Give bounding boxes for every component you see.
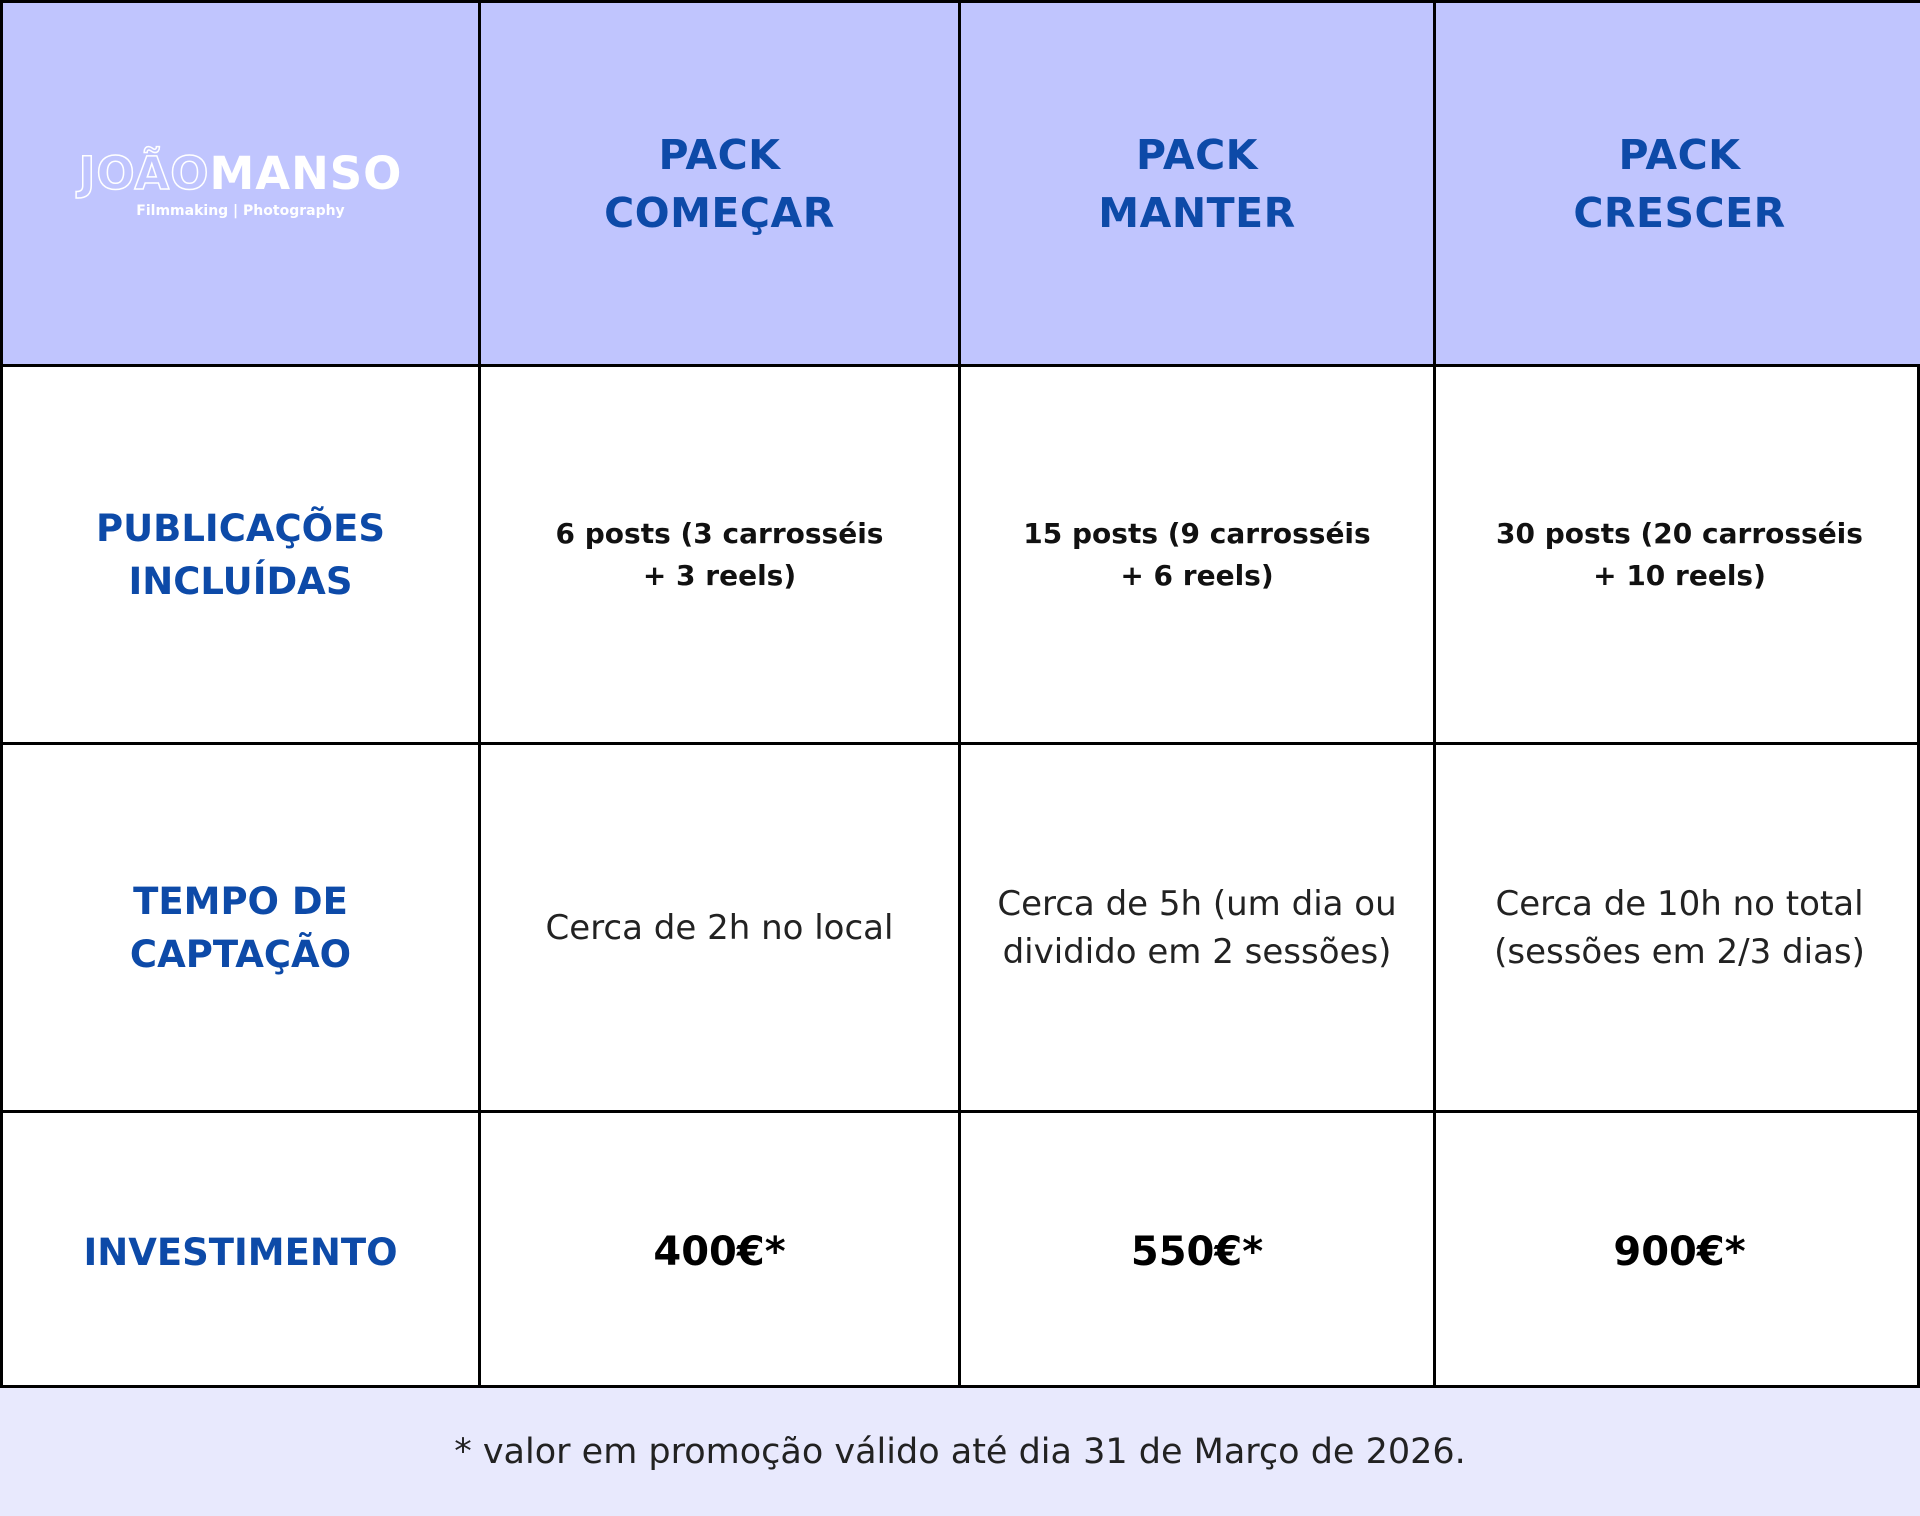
price-value: 900€* bbox=[1613, 1229, 1746, 1275]
pack-header-comecar bbox=[481, 3, 961, 367]
price-cell-manter bbox=[961, 1113, 1436, 1391]
logo-tagline: Filmmaking | Photography bbox=[136, 202, 345, 219]
posts-cell-crescer: 30 posts (20 carrosséis + 10 reels) bbox=[1436, 367, 1920, 745]
logo-name-last: MANSO bbox=[209, 146, 403, 200]
pack-title-line2: CRESCER bbox=[1573, 188, 1786, 237]
row-label-investimento: INVESTIMENTO bbox=[3, 1113, 481, 1391]
promo-footnote: * valor em promoção válido até dia 31 de Março de 2026. bbox=[454, 1432, 1466, 1472]
logo-cell bbox=[3, 3, 481, 367]
pack-title-line1: PACK bbox=[1136, 130, 1258, 179]
time-cell-manter: Cerca de 5h (um dia ou dividido em 2 sessões) bbox=[961, 745, 1436, 1113]
row-label-tempo: TEMPO DE CAPTAÇÃO bbox=[3, 745, 481, 1113]
posts-cell-comecar: 6 posts (3 carrosséis + 3 reels) bbox=[481, 367, 961, 745]
posts-cell-manter: 15 posts (9 carrosséis + 6 reels) bbox=[961, 367, 1436, 745]
logo-name-first: JOÃO bbox=[78, 146, 210, 200]
pack-title-line1: PACK bbox=[1618, 130, 1741, 179]
price-value: 400€* bbox=[653, 1229, 786, 1275]
time-cell-crescer: Cerca de 10h no total (sessões em 2/3 dias) bbox=[1436, 745, 1920, 1113]
brand-logo bbox=[78, 146, 403, 219]
pack-header-crescer bbox=[1436, 3, 1920, 367]
pack-header-manter bbox=[961, 3, 1436, 367]
price-cell-crescer bbox=[1436, 1113, 1920, 1391]
time-cell-comecar: Cerca de 2h no local bbox=[481, 745, 961, 1113]
row-label-publicacoes: PUBLICAÇÕES INCLUÍDAS bbox=[3, 367, 481, 745]
price-value: 550€* bbox=[1130, 1229, 1264, 1275]
price-cell-comecar bbox=[481, 1113, 961, 1391]
footer-bar bbox=[0, 1388, 1920, 1516]
pack-title-line2: MANTER bbox=[1098, 188, 1296, 237]
pack-title-line2: COMEÇAR bbox=[604, 188, 835, 237]
pack-title-line1: PACK bbox=[658, 130, 781, 179]
